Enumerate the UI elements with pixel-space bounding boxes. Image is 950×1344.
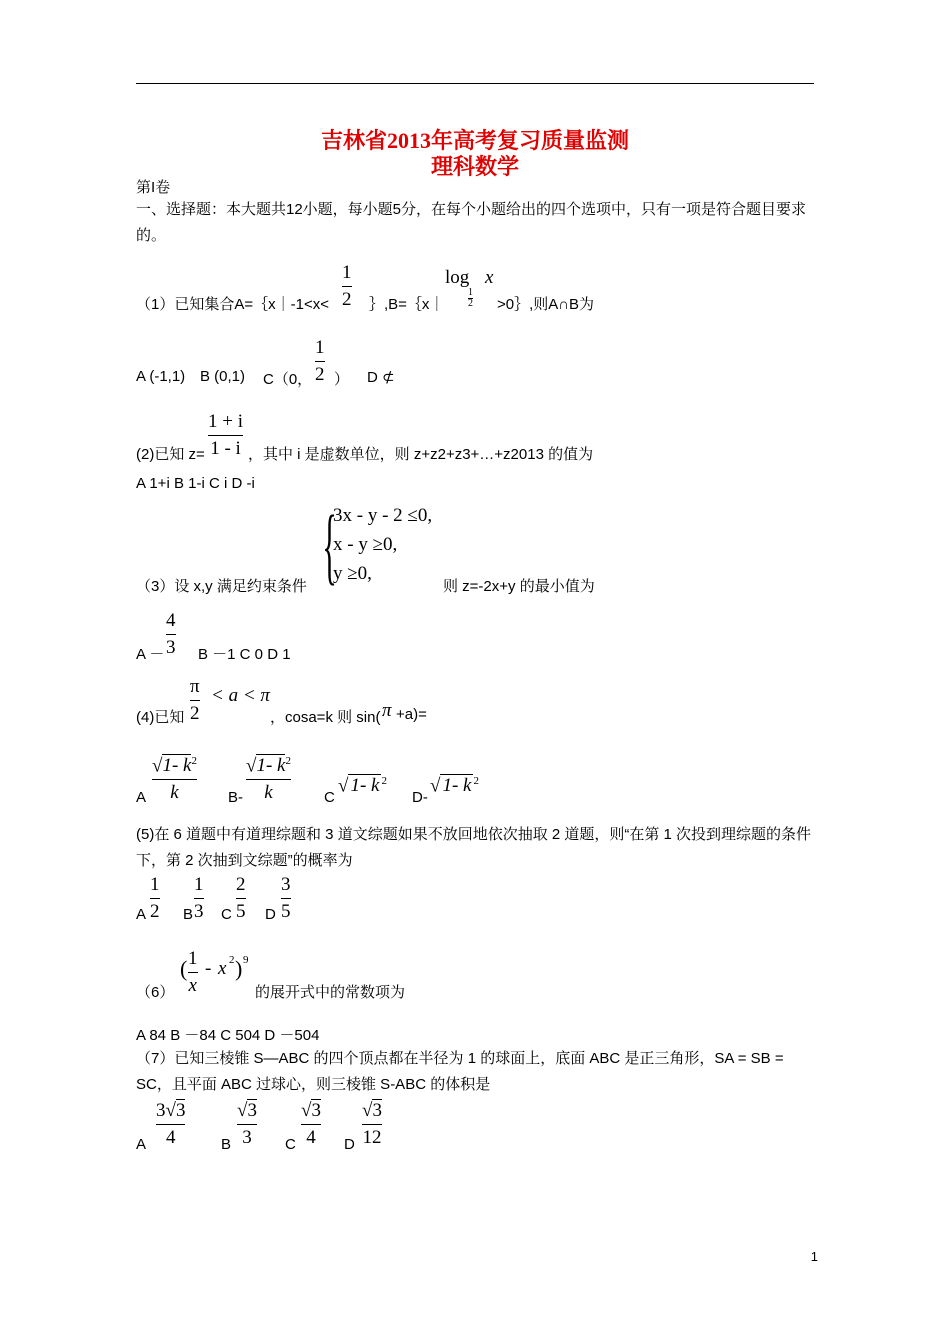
- q1-text-c: >0｝,则A∩B为: [497, 296, 595, 313]
- q4-option-a-label: A: [136, 789, 147, 806]
- q1-log-base: 1 2: [468, 287, 473, 309]
- q1-option-c: C（0，: [263, 371, 313, 388]
- q4-option-a-expr: √1- $k^2$ k: [152, 755, 197, 804]
- q4-middle: ，cosa=k 则 sin(: [270, 709, 381, 726]
- q6-close-paren: ): [235, 956, 243, 981]
- q6-suffix: 的展开式中的常数项为: [255, 984, 406, 1001]
- q5-text: (5)在 6 道题中有道理综题和 3 道文综题如果不放回地依次抽取 2 道题，则“在第 1 次投到理综题的条件下，第 2 次抽到文综题”的概率为: [136, 826, 812, 869]
- q5-option-a-fraction: 1 2: [150, 874, 160, 922]
- q4-option-b-expr: √1- $k^2$ k: [246, 755, 291, 804]
- paper-title: 吉林省2013年高考复习质量监测: [320, 128, 629, 153]
- q5-option-a-label: A: [136, 906, 147, 923]
- q6-open-paren: (: [180, 956, 188, 981]
- q1-option-c-fraction: 1 2: [315, 337, 325, 385]
- q6-x: x: [218, 958, 227, 979]
- q1-log: log: [445, 267, 470, 288]
- q7-option-c-fraction: √3 4: [301, 1100, 321, 1148]
- q1-option-d: D ⊄: [367, 369, 395, 386]
- q2-suffix: ，其中 i 是虚数单位，则 z+z2+z3+…+z2013 的值为: [248, 446, 594, 463]
- q4-end: +a)=: [396, 706, 427, 723]
- q7-option-c-label: C: [285, 1136, 296, 1153]
- q7-option-d-label: D: [344, 1136, 355, 1153]
- q4-option-b-label: B-: [228, 789, 243, 806]
- q7-option-a-label: A: [136, 1136, 147, 1153]
- q6-minus: -: [205, 958, 212, 979]
- q4-condition: < a < π: [211, 685, 270, 706]
- q4-option-c-label: C: [324, 789, 335, 806]
- q6-outer-exponent: 9: [243, 954, 249, 966]
- q4-option-d-expr: √ 1- k $^2$: [430, 775, 479, 797]
- q4-option-c-expr: √ 1- k $^2$: [338, 775, 387, 797]
- q1-option-c-close: ）: [334, 371, 350, 388]
- q3-suffix: 则 z=-2x+y 的最小值为: [443, 578, 595, 595]
- q3-line-2: x - y ≥0,: [333, 534, 398, 555]
- q3-prefix: （3）设 x,y 满足约束条件: [136, 578, 307, 595]
- q7-option-a-fraction: 3√3 4: [156, 1100, 186, 1148]
- q5-option-d-fraction: 3 5: [281, 874, 291, 922]
- q5-option-b-fraction: 1 3: [194, 874, 204, 922]
- paper-subtitle: 理科数学: [430, 154, 519, 179]
- q5-option-d-label: D: [265, 906, 276, 923]
- q4-pi: π: [382, 700, 392, 721]
- q7-text: （7）已知三棱锥 S—ABC 的四个顶点都在半径为 1 的球面上，底面 ABC 是正三角形，SA = SB = SC，且平面 ABC 过球心，则三棱锥 S-ABC 的体积是: [136, 1050, 784, 1093]
- q2-prefix: (2)已知 z=: [136, 446, 205, 463]
- section-intro: 一、选择题：本大题共12小题，每小题5分，在每个小题给出的四个选项中，只有一项是符合题目要求的。: [136, 201, 807, 244]
- q3-options-rest: B －1 C 0 D 1: [198, 646, 291, 663]
- q2-fraction: 1 + i 1 - i: [208, 411, 243, 459]
- q6-prefix: （6）: [136, 984, 175, 1001]
- q7-option-b-fraction: √3 3: [237, 1100, 257, 1148]
- q4-prefix: (4)已知: [136, 709, 185, 726]
- q5-option-c-fraction: 2 5: [236, 874, 246, 922]
- q3-line-3: y ≥0,: [333, 563, 372, 584]
- q5-option-c-label: C: [221, 906, 232, 923]
- q5-option-b-label: B: [183, 906, 194, 923]
- q3-option-a-fraction: 4 3: [166, 610, 176, 658]
- q6-x-exponent: 2: [229, 954, 235, 966]
- q7-option-d-fraction: √3 12: [362, 1100, 382, 1148]
- q1-text-a: （1）已知集合A=｛x｜-1<x<: [136, 296, 329, 313]
- section-label: 第I卷: [136, 179, 171, 196]
- q3-option-a: A －: [136, 646, 165, 663]
- q3-line-1: 3x - y - 2 ≤0,: [333, 505, 433, 526]
- q6-fraction: 1 x: [188, 948, 198, 996]
- q2-options: A 1+i B 1-i C i D -i: [136, 475, 255, 492]
- q7-option-b-label: B: [221, 1136, 232, 1153]
- q1-log-var: x: [485, 267, 494, 288]
- q1-option-b: B (0,1): [200, 368, 246, 385]
- q4-condition-fraction: π 2: [190, 676, 200, 724]
- q1-text-b: ｝,B=｛x｜: [369, 296, 445, 313]
- q3-brace: {: [322, 497, 337, 593]
- q4-option-d-label: D-: [412, 789, 428, 806]
- q1-fraction: 1 2: [342, 262, 352, 310]
- page-number: 1: [810, 1249, 818, 1264]
- q6-options: A 84 B －84 C 504 D －504: [136, 1027, 320, 1044]
- q1-option-a: A (-1,1): [136, 368, 186, 385]
- header-rule: [136, 83, 814, 84]
